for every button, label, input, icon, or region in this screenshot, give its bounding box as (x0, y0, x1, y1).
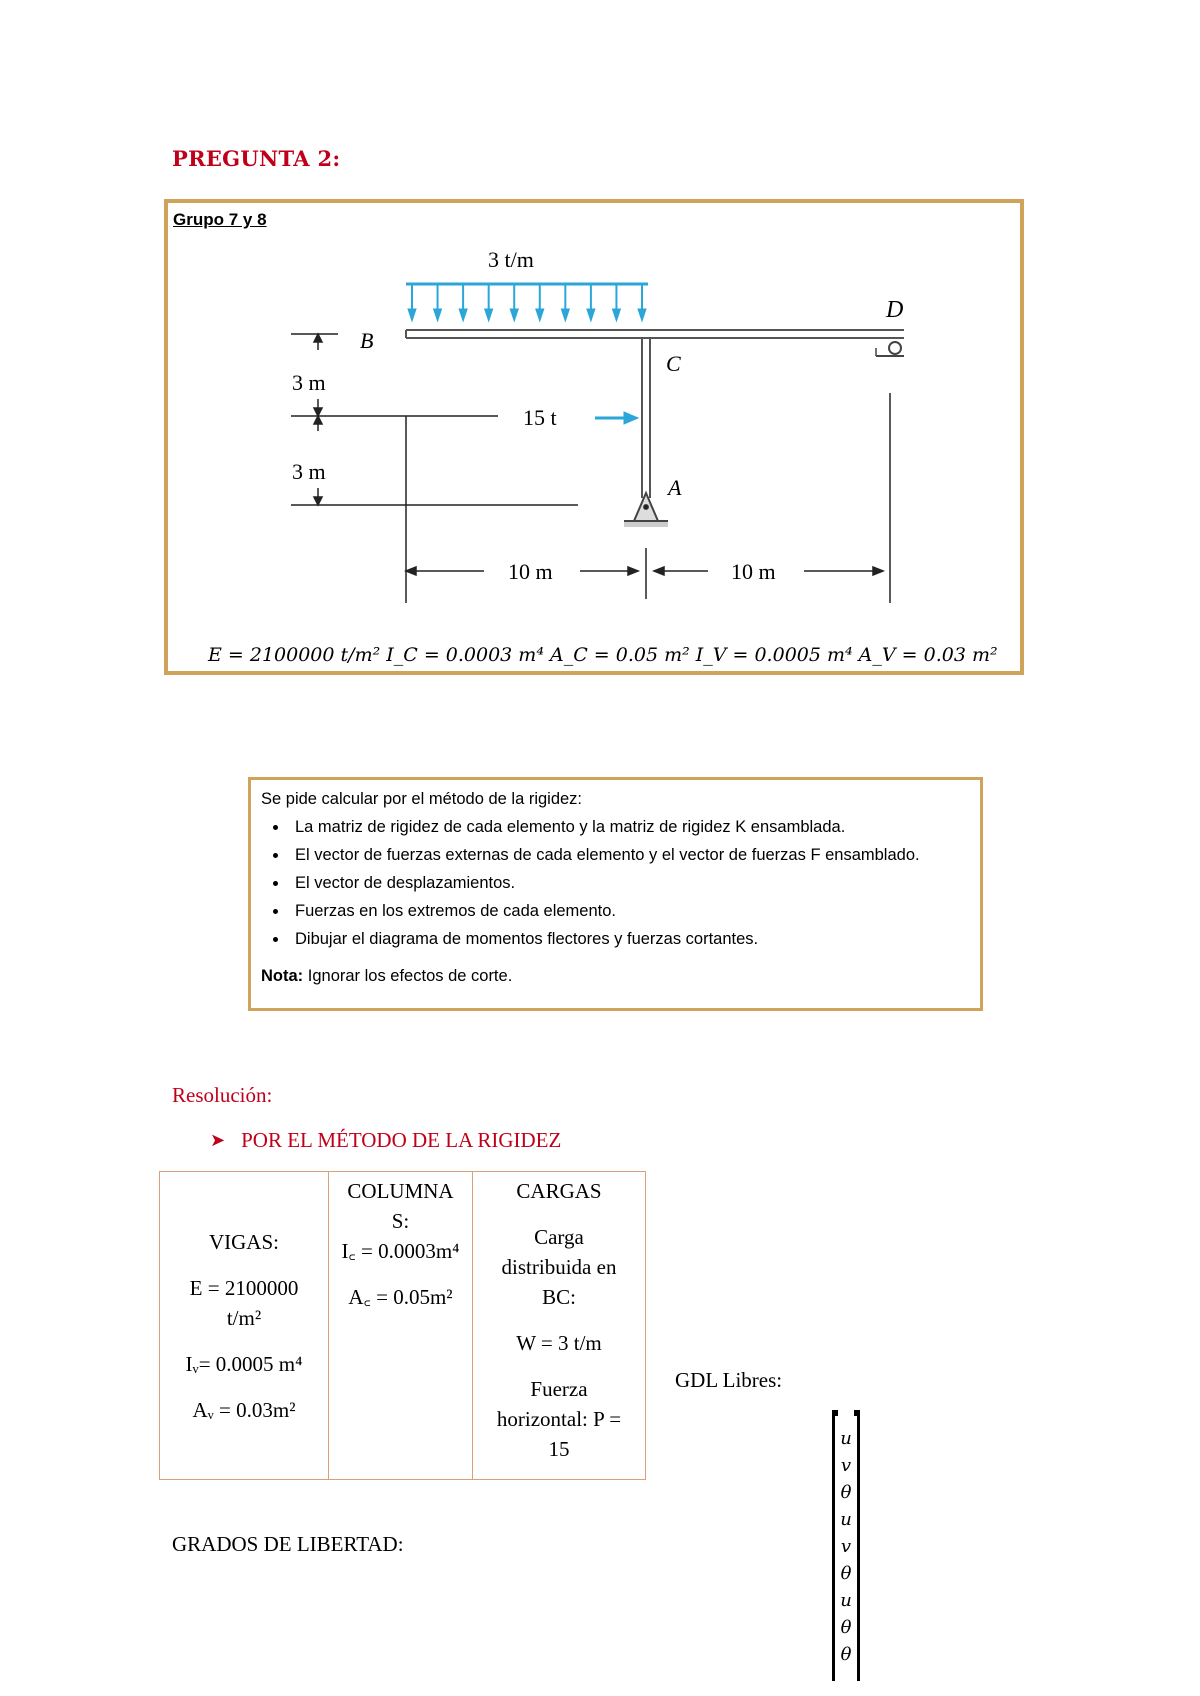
vector-entry: v (840, 1455, 852, 1476)
load-arrow-head (561, 309, 569, 321)
method-label: POR EL MÉTODO DE LA RIGIDEZ (241, 1128, 562, 1152)
cargas-line: Carga (534, 1225, 584, 1249)
vector-entry: θ (840, 1644, 852, 1665)
material-properties: E = 2100000 t/m² I_C = 0.0003 m⁴ A_C = 0.05 m² I_V = 0.0005 m⁴ A_V = 0.03 m² (208, 644, 998, 666)
vector-bracket-right (857, 1413, 860, 1681)
node-b-label: B (360, 328, 374, 353)
table-cell-vigas (160, 1172, 329, 1480)
cargas-line: BC: (542, 1285, 576, 1309)
cargas-line: Fuerza (530, 1377, 588, 1401)
vector-entry: v (840, 1536, 852, 1557)
load-arrow-head (536, 309, 544, 321)
gdl-label: GDL Libres: (675, 1368, 783, 1392)
pin-support-a (624, 493, 668, 527)
grados-heading: GRADOS DE LIBERTAD: (172, 1532, 404, 1556)
beam-bd (406, 330, 904, 338)
arrow-bullet-icon: ➤ (210, 1130, 226, 1150)
span-right-label: 10 m (731, 559, 776, 584)
note-text: Ignorar los efectos de corte. (303, 967, 513, 985)
node-d-label: D (886, 297, 904, 323)
method-heading (210, 1128, 561, 1153)
node-c-label: C (666, 351, 681, 376)
task-item: • La matriz de rigidez de cada elemento y la matriz de rigidez K ensamblada. (289, 813, 970, 841)
columnas-ac: A꜀ = 0.05m² (348, 1285, 453, 1309)
distributed-load-label: 3 t/m (488, 247, 534, 272)
vector-entry: u (840, 1428, 852, 1449)
table-cell-columnas (329, 1172, 473, 1480)
load-arrow-head (408, 309, 416, 321)
roller-support-d (876, 342, 904, 356)
column-ca (642, 338, 650, 498)
columnas-title-end: S: (391, 1209, 410, 1233)
load-arrow-head (612, 309, 620, 321)
cargas-line: distribuida en (501, 1255, 617, 1279)
point-load-arrow (595, 412, 638, 424)
vector-entry: θ (840, 1563, 852, 1584)
vigas-title: VIGAS: (208, 1229, 279, 1254)
cargas-w: W = 3 t/m (516, 1331, 602, 1355)
data-table (159, 1171, 646, 1480)
task-item: • El vector de fuerzas externas de cada elemento y el vector de fuerzas F ensamblado. (289, 841, 970, 869)
vector-entry: u (840, 1590, 852, 1611)
cargas-title: CARGAS (516, 1179, 602, 1203)
vigas-av: Aᵥ = 0.03m² (192, 1397, 296, 1422)
frame-structure-diagram (168, 203, 1020, 633)
load-arrow-head (459, 309, 467, 321)
load-arrow-head (485, 309, 493, 321)
vector-entry: u (840, 1509, 852, 1530)
load-arrow-head (638, 309, 646, 321)
cargas-line: 15 (548, 1437, 570, 1461)
vigas-e: E = 2100000 (189, 1275, 299, 1300)
point-load-label: 15 t (523, 405, 557, 430)
task-item: • El vector de desplazamientos. (289, 869, 970, 897)
task-box (248, 777, 983, 1011)
load-arrow-head (587, 309, 595, 321)
group-label: Grupo 7 y 8 (173, 210, 267, 229)
cargas-line: horizontal: P = (496, 1407, 622, 1431)
vigas-iv: Iᵥ= 0.0005 m⁴ (185, 1351, 303, 1376)
question-heading: PREGUNTA 2: (172, 146, 341, 171)
distributed-load (406, 284, 648, 321)
note-label: Nota: (261, 967, 304, 985)
task-intro: Se pide calcular por el método de la rigidez: (261, 790, 583, 808)
vector-bracket-left (832, 1413, 835, 1681)
columnas-ic: I꜀ = 0.0003m⁴ (341, 1239, 460, 1263)
vector-items (836, 1425, 856, 1668)
task-list (261, 813, 970, 953)
load-arrow-head (510, 309, 518, 321)
task-note (261, 967, 970, 986)
node-a-label: A (668, 475, 682, 500)
columnas-title: COLUMNA (347, 1179, 454, 1203)
dimension-lower-label: 3 m (292, 459, 326, 484)
span-left-label: 10 m (508, 559, 553, 584)
vector-entry: θ (840, 1617, 852, 1638)
dimension-upper-label: 3 m (292, 370, 326, 395)
load-arrow-head (434, 309, 442, 321)
task-item: • Dibujar el diagrama de momentos flectores y fuerzas cortantes. (289, 925, 970, 953)
task-item: • Fuerzas en los extremos de cada elemento. (289, 897, 970, 925)
table-cell-cargas (473, 1172, 646, 1480)
resolution-heading: Resolución: (172, 1083, 273, 1107)
vector-entry: θ (840, 1482, 852, 1503)
vigas-e-unit: t/m² (226, 1305, 262, 1330)
